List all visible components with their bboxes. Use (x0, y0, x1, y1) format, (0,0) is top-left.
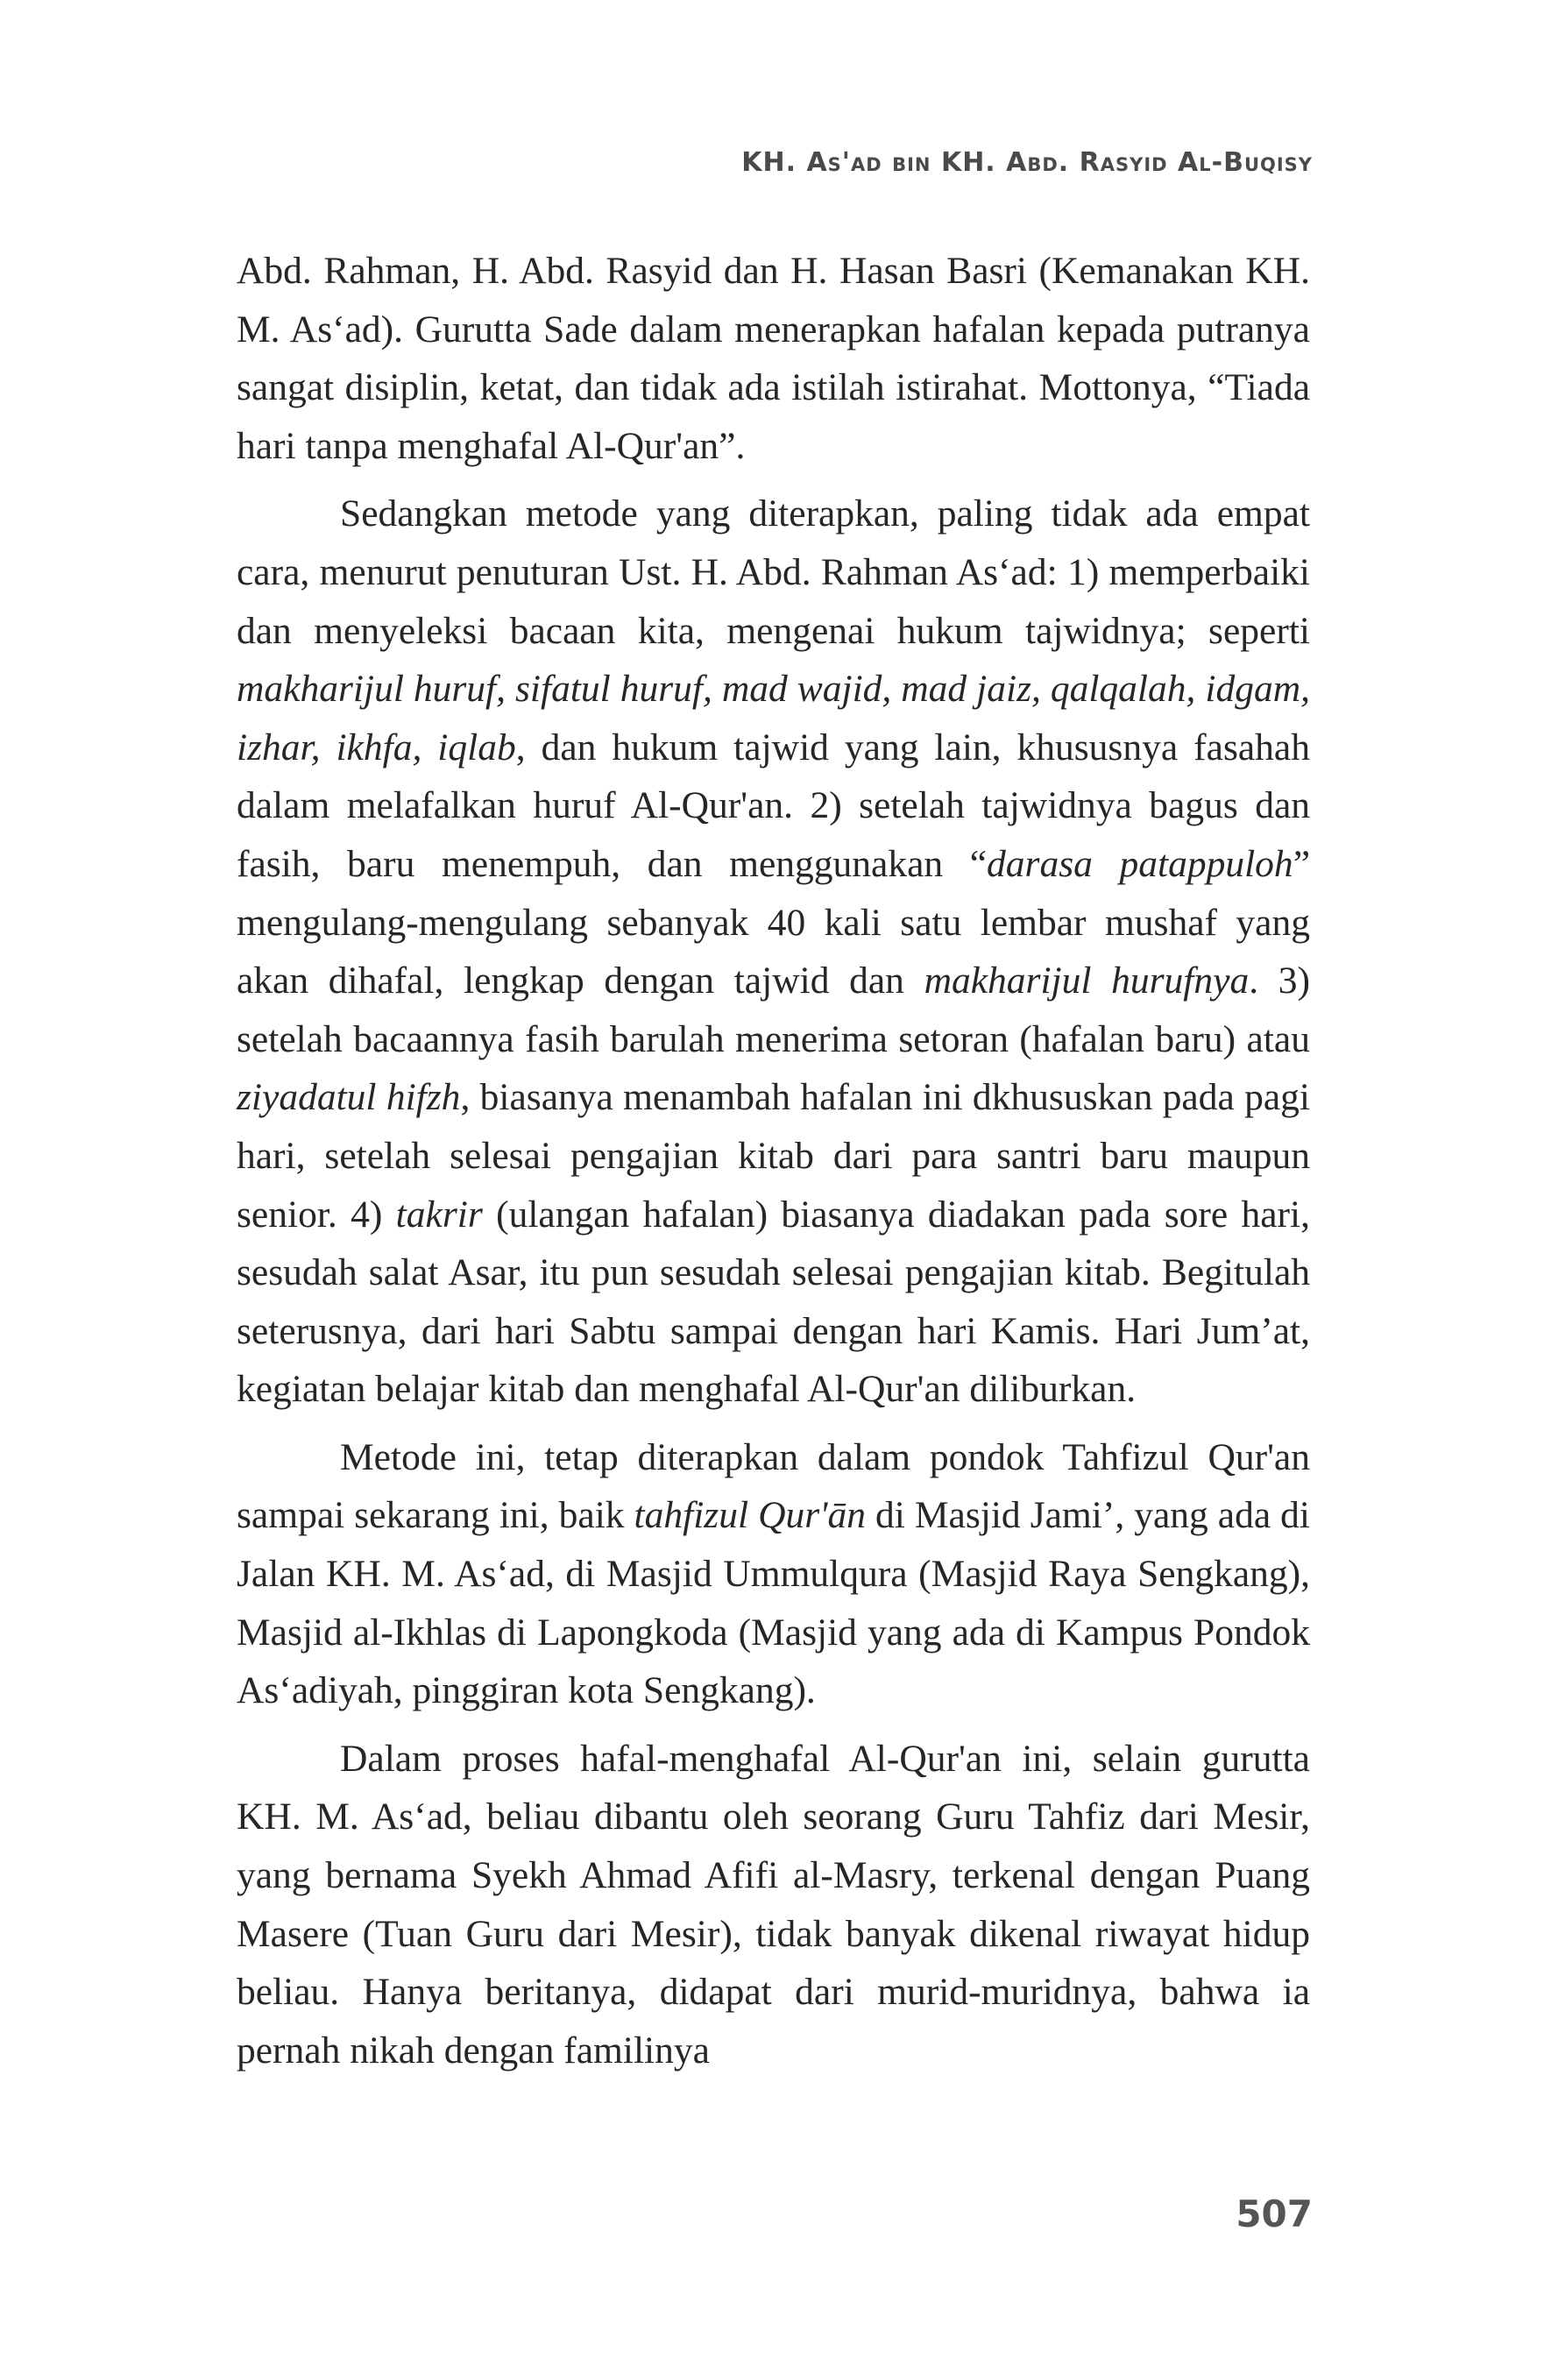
running-head: KH. As'ad bin KH. Abd. Rasyid Al-Buqisy (741, 147, 1313, 178)
page-number: 507 (1236, 2192, 1313, 2235)
italic-term: makharijul huruf, sifatul huruf, mad wajid, mad jaiz, qalqalah, idgam, izhar, ikhfa, iqlab (237, 668, 1310, 769)
text-run: Metode ini, tetap diterapkan dalam pondok Tahfizul Qur'an sampai sekarang ini, baik (237, 1435, 1310, 1537)
text-run: Abd. Rahman, H. Abd. Rasyid dan H. Hasan Basri (Kemanakan KH. M. As‘ad). Gurutta Sade dalam menerapkan hafalan kepada putranya sangat disiplin, ketat, dan tidak ada istilah istirahat. Mottonya, “Tiada hari tanpa menghafal Al-Qur'an”. (237, 250, 1310, 467)
paragraph-2 (237, 485, 1310, 1419)
text-run: Dalam proses hafal-menghafal Al-Qur'an ini, selain gurutta KH. M. As‘ad, beliau dibantu oleh seorang Guru Tahfiz dari Mesir, yang bernama Syekh Ahmad Afifi al-Masry, terkenal dengan Puang Masere (Tuan Guru dari Mesir), tidak banyak dikenal riwayat hidup beliau. Hanya beritanya, didapat dari murid-muridnya, bahwa ia pernah nikah dengan familinya (237, 1737, 1310, 2072)
paragraph-4 (237, 1730, 1310, 2080)
italic-term: makharijul hurufnya (924, 960, 1250, 1002)
italic-term: darasa patappuloh (987, 842, 1293, 885)
paragraph-3 (237, 1428, 1310, 1720)
text-run: , biasanya menambah hafalan ini dkhususkan pada pagi hari, setelah selesai pengajian kitab dari para santri baru maupun senior. 4) (237, 1076, 1311, 1236)
text-run: (ulangan hafalan) biasanya diadakan pada sore hari, sesudah salat Asar, itu pun sesudah selesai pengajian kitab. Begitulah seterusnya, dari hari Sabtu sampai dengan hari Kamis. Hari Jum’at, kegiatan belajar kitab dan menghafal Al-Qur'an diliburkan. (237, 1193, 1310, 1411)
italic-term: takrir (395, 1193, 483, 1236)
paragraph-1 (237, 242, 1310, 475)
text-run: ” mengulang-mengulang sebanyak 40 kali satu lembar mushaf yang akan dihafal, lengkap dengan tajwid dan (237, 842, 1310, 1002)
text-run: . 3) setelah bacaannya fasih barulah menerima setoran (hafalan baru) atau (237, 960, 1310, 1060)
text-run: Sedangkan metode yang diterapkan, paling tidak ada empat cara, menurut penuturan Ust. H. Abd. Rahman As‘ad: 1) memperbaiki dan menyeleksi bacaan kita, mengenai hukum tajwidnya; seperti (237, 492, 1310, 652)
text-run: , dan hukum tajwid yang lain, khususnya fasahah dalam melafalkan huruf Al-Qur'an. 2) setelah tajwidnya bagus dan fasih, baru menempuh, dan menggunakan “ (237, 726, 1310, 885)
italic-term: tahfizul Qur'ān (634, 1494, 866, 1537)
body-text (237, 242, 1310, 2089)
text-run: di Masjid Jami’, yang ada di Jalan KH. M. As‘ad, di Masjid Ummulqura (Masjid Raya Sengkang), Masjid al-Ikhlas di Lapongkoda (Masjid yang ada di Kampus Pondok As‘adiyah, pinggiran kota Sengkang). (237, 1494, 1310, 1712)
italic-term: ziyadatul hifzh (237, 1076, 461, 1119)
